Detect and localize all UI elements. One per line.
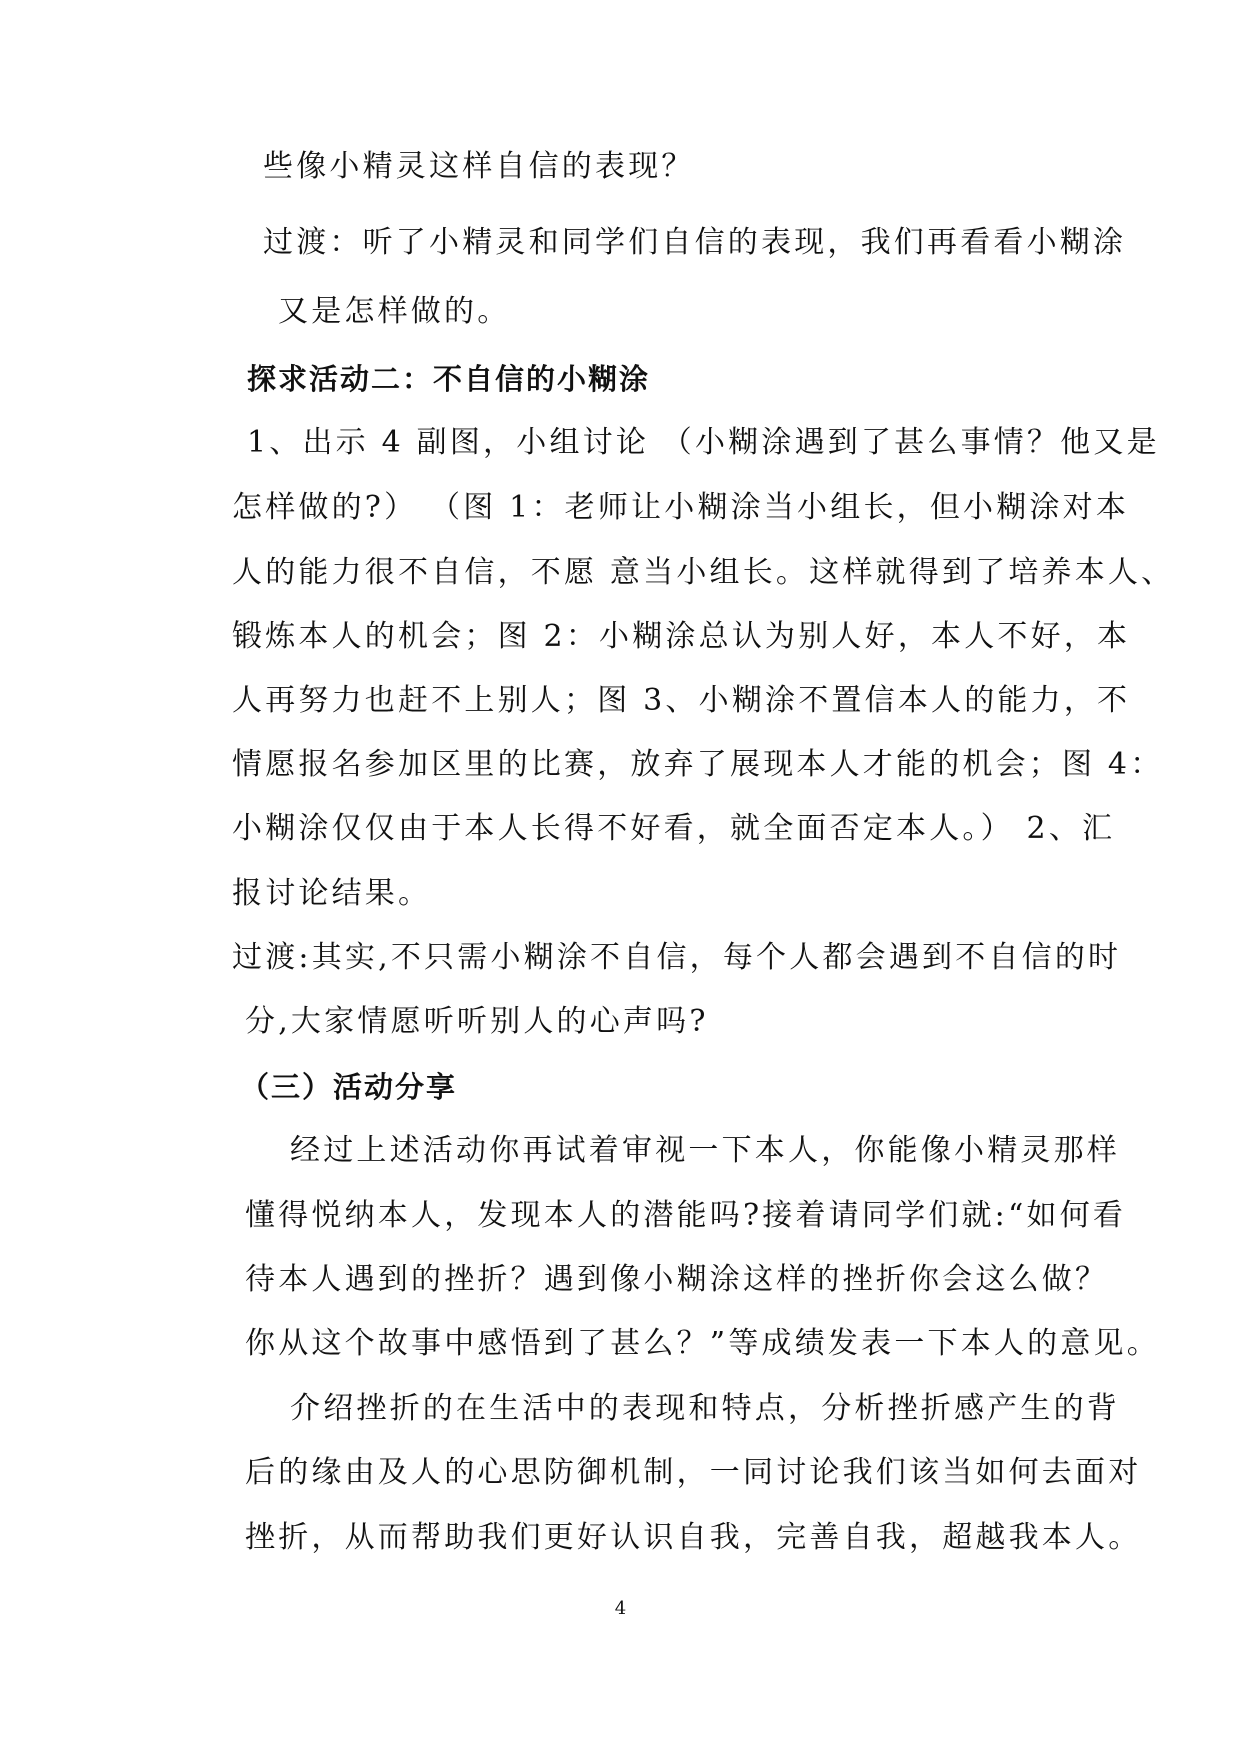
section-heading: 探求活动二：不自信的小糊涂 — [247, 362, 651, 396]
text-line: 怎样做的?） （图 1：老师让小糊涂当小组长，但小糊涂对本 — [232, 490, 1130, 525]
text-line: 人再努力也赶不上别人；图 3、小糊涂不置信本人的能力，不 — [232, 683, 1131, 718]
page-number: 4 — [614, 1598, 627, 1619]
text-line: 懂得悦纳本人，发现本人的潜能吗?接着请同学们就:“如何看 — [245, 1198, 1127, 1233]
text-line: 后的缘由及人的心思防御机制，一同讨论我们该当如何去面对 — [245, 1455, 1142, 1490]
text-line: 锻炼本人的机会；图 2：小糊涂总认为别人好，本人不好，本 — [232, 619, 1131, 654]
section-heading: （三）活动分享 — [240, 1070, 458, 1104]
text-line: 情愿报名参加区里的比赛，放弃了展现本人才能的机会；图 4： — [232, 747, 1164, 782]
text-line: 1、出示 4 副图，小组讨论 （小糊涂遇到了甚么事情？他又是 — [247, 425, 1160, 460]
text-line: 报讨论结果。 — [232, 876, 432, 911]
text-line: 过渡：听了小精灵和同学们自信的表现，我们再看看小糊涂 — [263, 225, 1127, 260]
text-line: 介绍挫折的在生活中的表现和特点，分析挫折感产生的背 — [290, 1391, 1120, 1426]
text-line: 经过上述活动你再试着审视一下本人，你能像小精灵那样 — [290, 1133, 1120, 1168]
text-line: 人的能力很不自信，不愿 意当小组长。这样就得到了培养本人、 — [232, 555, 1175, 590]
text-line: 又是怎样做的。 — [278, 294, 511, 329]
text-line: 些像小精灵这样自信的表现？ — [263, 149, 695, 184]
text-line: 过渡:其实,不只需小糊涂不自信，每个人都会遇到不自信的时 — [232, 940, 1122, 975]
text-line: 待本人遇到的挫折？遇到像小糊涂这样的挫折你会这么做？ — [245, 1262, 1109, 1297]
text-line: 你从这个故事中感悟到了甚么？”等成绩发表一下本人的意见。 — [245, 1326, 1160, 1361]
text-line: 小糊涂仅仅由于本人长得不好看，就全面否定本人。） 2、汇 — [232, 811, 1116, 846]
text-line: 分,大家情愿听听别人的心声吗? — [245, 1004, 709, 1039]
text-line: 挫折，从而帮助我们更好认识自我，完善自我，超越我本人。 — [245, 1520, 1142, 1555]
